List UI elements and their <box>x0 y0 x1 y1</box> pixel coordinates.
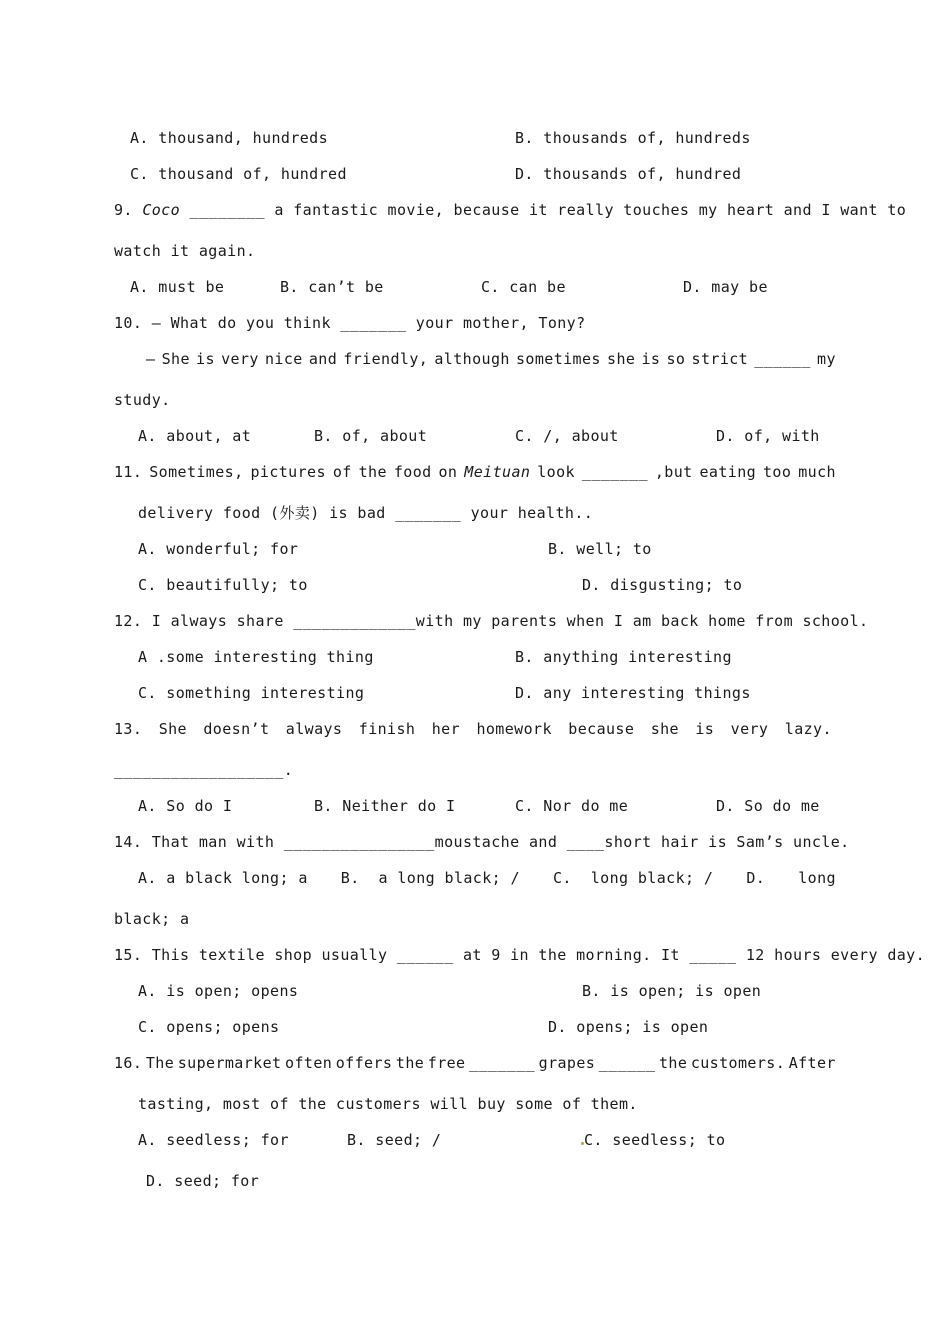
q13-word: homework <box>476 720 552 738</box>
q13-word: 13. <box>114 720 143 738</box>
q12-option-a: A .some interesting thing <box>138 648 374 666</box>
q11-word: of <box>332 463 352 481</box>
q13-word: very <box>730 720 769 738</box>
q11-word: Sometimes, <box>149 463 244 481</box>
q10-word: although <box>434 350 510 368</box>
q16-word: After <box>788 1054 836 1072</box>
q12-option-d: D. any interesting things <box>515 684 751 702</box>
q16-word: often <box>285 1054 333 1072</box>
q10-word: She <box>161 350 190 368</box>
q16-option-d: D. seed; for <box>146 1172 260 1190</box>
q13-word: always <box>285 720 343 738</box>
q15-option-d: D. opens; is open <box>548 1018 709 1036</box>
q9-option-d: D. may be <box>683 278 768 296</box>
q11-word: eating <box>699 463 757 481</box>
q16-word: _______ <box>469 1054 536 1072</box>
q11-option-a: A. wonderful; for <box>138 540 299 558</box>
q10-word: and <box>308 350 338 368</box>
q10-word: nice <box>264 350 303 368</box>
q16-word: free <box>427 1054 466 1072</box>
q13-option-d: D. So do me <box>716 797 820 815</box>
q14-option-c: C. long black; / <box>552 869 714 887</box>
q13-word: because <box>568 720 635 738</box>
q14-option-d-label: D. <box>746 869 766 887</box>
q8-option-b: B. thousands of, hundreds <box>515 129 751 147</box>
q11-word: on <box>438 463 458 481</box>
q12-stem: 12. I always share _____________with my parents when I am back home from school. <box>114 612 869 630</box>
q13-option-a: A. So do I <box>138 797 233 815</box>
q16-stem-line2: tasting, most of the customers will buy some of them. <box>138 1095 638 1113</box>
q16-word: supermarket <box>177 1054 282 1072</box>
q13-answer-blank: __________________. <box>114 761 294 779</box>
q10-option-c: C. /, about <box>515 427 619 445</box>
q16-word: customers. <box>690 1054 786 1072</box>
q11-word: food <box>393 463 432 481</box>
q13-word: is <box>695 720 715 738</box>
q8-option-c: C. thousand of, hundred <box>130 165 347 183</box>
q11-option-d: D. disgusting; to <box>582 576 743 594</box>
q10-option-a: A. about, at <box>138 427 252 445</box>
q16-word: The <box>145 1054 175 1072</box>
q9-stem-line2: watch it again. <box>114 242 256 260</box>
q16-option-a: A. seedless; for <box>138 1131 289 1149</box>
q10-word: sometimes <box>515 350 601 368</box>
q16-stem-line1 <box>114 1053 836 1073</box>
q16-word: grapes <box>538 1054 596 1072</box>
q11-word: 11. <box>114 463 143 481</box>
q13-word: finish <box>358 720 416 738</box>
q11-word: ,but <box>654 463 693 481</box>
q11-word: much <box>798 463 836 481</box>
q11-word: pictures <box>250 463 326 481</box>
q16-word: the <box>658 1054 688 1072</box>
q9-stem-rest: ________ a fantastic movie, because it really touches my heart and I want to <box>189 201 907 219</box>
q15-option-a: A. is open; opens <box>138 982 299 1000</box>
q10-word: strict <box>691 350 749 368</box>
q11-stem-line1 <box>114 462 836 482</box>
q14-option-b: B. a long black; / <box>340 869 520 887</box>
q10-word: she <box>607 350 636 368</box>
q16-word: 16. <box>114 1054 143 1072</box>
q10-word: so <box>666 350 686 368</box>
q10-word: my <box>817 350 836 368</box>
q16-word: offers <box>335 1054 393 1072</box>
q9-option-c: C. can be <box>481 278 566 296</box>
q12-option-c: C. something interesting <box>138 684 365 702</box>
q14-option-a: A. a black long; a <box>138 869 308 887</box>
q9-option-a: A. must be <box>130 278 225 296</box>
q13-word: she <box>650 720 679 738</box>
q13-word: doesn’t <box>203 720 270 738</box>
q16-option-c: C. seedless; to <box>584 1131 726 1149</box>
q14-stem: 14. That man with ________________moustache and ____short hair is Sam’s uncle. <box>114 833 850 851</box>
q11-word: the <box>358 463 387 481</box>
q12-option-b: B. anything interesting <box>515 648 732 666</box>
q13-stem-line1 <box>114 719 832 739</box>
q11-option-b: B. well; to <box>548 540 652 558</box>
q15-option-c: C. opens; opens <box>138 1018 280 1036</box>
q9-option-b: B. can’t be <box>280 278 384 296</box>
q13-option-b: B. Neither do I <box>314 797 456 815</box>
q11-word: too <box>763 463 792 481</box>
q10-word: is <box>196 350 215 368</box>
q10-option-d: D. of, with <box>716 427 820 445</box>
q8-option-d: D. thousands of, hundred <box>515 165 742 183</box>
q13-word: She <box>158 720 187 738</box>
q10-stem-line3: study. <box>114 391 171 409</box>
q8-option-a: A. thousand, hundreds <box>130 129 329 147</box>
q9-number: 9. <box>114 201 133 219</box>
q10-option-b: B. of, about <box>314 427 428 445</box>
q16-word: ______ <box>598 1054 656 1072</box>
q11-stem-line2: delivery food (外卖) is bad _______ your health.. <box>138 504 594 522</box>
q11-brand-name: Meituan <box>464 463 531 481</box>
q10-word: is <box>641 350 661 368</box>
q15-option-b: B. is open; is open <box>582 982 762 1000</box>
q13-option-c: C. Nor do me <box>515 797 629 815</box>
q11-word: _______ <box>581 463 648 481</box>
q16-option-b: B. seed; / <box>347 1131 442 1149</box>
q13-word: her <box>431 720 461 738</box>
q10-word: friendly, <box>343 350 429 368</box>
q10-stem-line2 <box>146 349 836 369</box>
q10-stem-line1: 10. – What do you think _______ your mother, Tony? <box>114 314 586 332</box>
q10-word: – <box>146 350 156 368</box>
q10-word: very <box>221 350 259 368</box>
q9-stem <box>114 200 907 220</box>
q14-option-d-text: long <box>798 869 836 887</box>
q14-option-d-continued: black; a <box>114 910 190 928</box>
q10-word: ______ <box>754 350 811 368</box>
q13-word: lazy. <box>784 720 832 738</box>
q15-stem: 15. This textile shop usually ______ at 9 in the morning. It _____ 12 hours every day. <box>114 946 926 964</box>
q11-option-c: C. beautifully; to <box>138 576 308 594</box>
q11-word: look <box>537 463 575 481</box>
q16-word: the <box>395 1054 425 1072</box>
q14-options-line <box>138 868 836 888</box>
q9-movie-title: Coco <box>142 201 181 219</box>
